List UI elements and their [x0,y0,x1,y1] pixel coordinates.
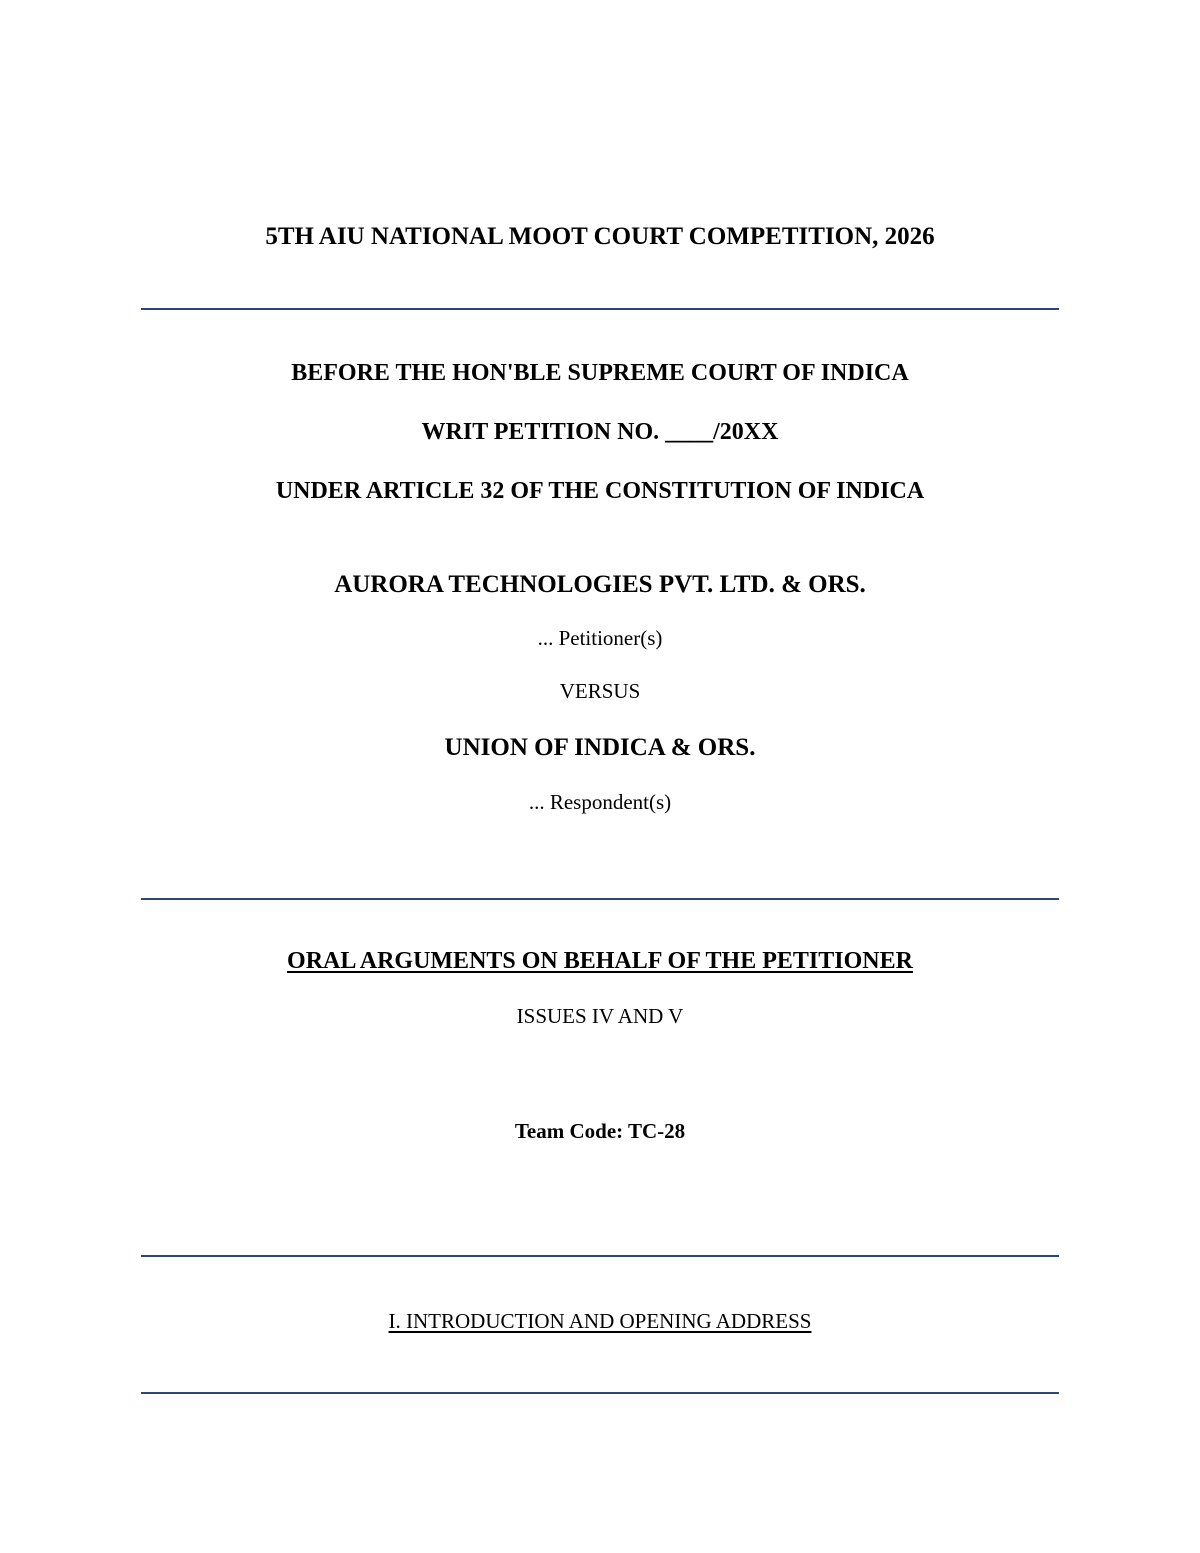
respondent-role: ... Respondent(s) [528,790,672,814]
oral-arguments-heading: ORAL ARGUMENTS ON BEHALF OF THE PETITIONER [287,948,913,974]
court-heading: BEFORE THE HON'BLE SUPREME COURT OF INDICA [291,360,909,386]
divider-rule [141,308,1059,310]
team-code: Team Code: TC-28 [514,1119,686,1143]
divider-rule [141,1255,1059,1257]
divider-rule [141,1392,1059,1394]
respondent-name: UNION OF INDICA & ORS. [444,734,756,761]
petitioner-name: AURORA TECHNOLOGIES PVT. LTD. & ORS. [334,571,866,598]
article-line: UNDER ARTICLE 32 OF THE CONSTITUTION OF INDICA [275,478,925,504]
competition-title: 5TH AIU NATIONAL MOOT COURT COMPETITION, 2026 [265,223,935,250]
section-heading: I. INTRODUCTION AND OPENING ADDRESS [388,1309,812,1333]
versus-label: VERSUS [559,679,641,703]
petitioner-role: ... Petitioner(s) [537,626,663,650]
issues-label: ISSUES IV AND V [516,1004,684,1028]
divider-rule [141,898,1059,900]
writ-petition-number: WRIT PETITION NO. ____/20XX [421,419,779,445]
